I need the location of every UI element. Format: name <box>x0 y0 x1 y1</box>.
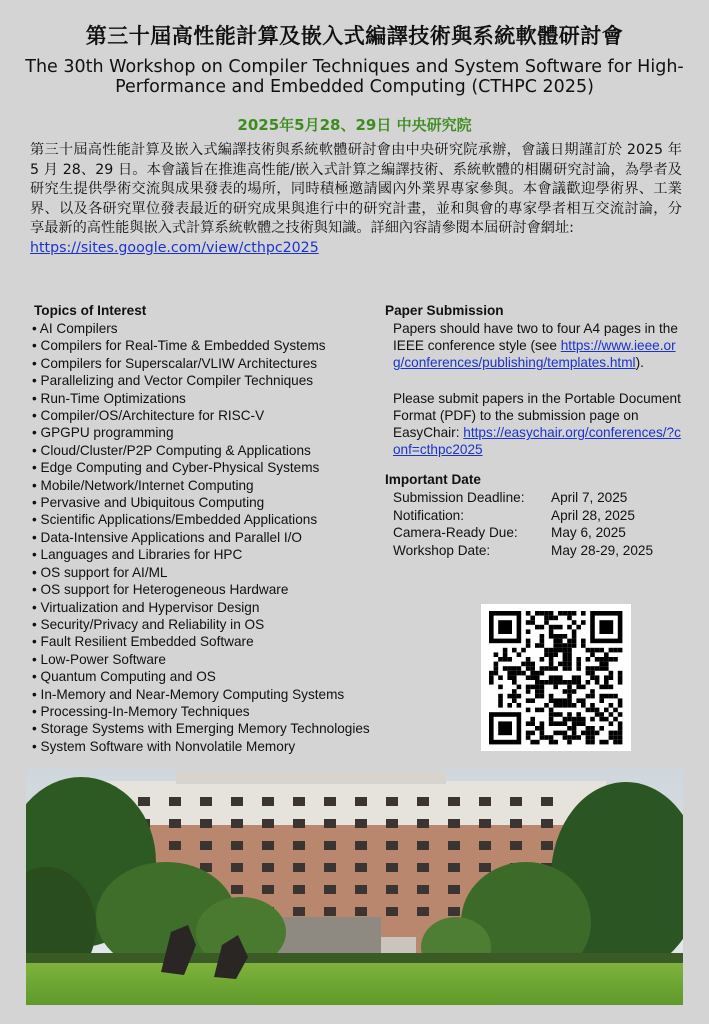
date-row <box>393 542 686 559</box>
topic-item: • AI Compilers <box>30 320 375 337</box>
topic-item: • Parallelizing and Vector Compiler Techniques <box>30 372 375 389</box>
qr-code[interactable] <box>481 604 631 751</box>
topic-item: • Processing-In-Memory Techniques <box>30 703 375 720</box>
building-photo <box>26 767 683 1005</box>
topic-item: • System Software with Nonvolatile Memory <box>30 738 375 755</box>
date-value: April 28, 2025 <box>551 507 635 523</box>
topic-item: • Cloud/Cluster/P2P Computing & Applications <box>30 442 375 459</box>
important-dates <box>393 489 686 559</box>
right-column <box>381 303 686 559</box>
topic-item: • Data-Intensive Applications and Parallel I/O <box>30 529 375 546</box>
submission-text-2: Please submit papers in the Portable Document Format (PDF) to the submission page on EasyChair: <box>393 390 681 441</box>
important-date-heading: Important Date <box>385 472 481 488</box>
topic-item: • GPGPU programming <box>30 424 375 441</box>
topic-item: • Compilers for Real-Time & Embedded Systems <box>30 337 375 354</box>
topic-item: • Compilers for Superscalar/VLIW Architectures <box>30 355 375 372</box>
date-label: Workshop Date: <box>393 542 491 558</box>
date-label: Submission Deadline: <box>393 490 525 506</box>
topic-item: • Low-Power Software <box>30 651 375 668</box>
date-value: May 28-29, 2025 <box>551 542 654 558</box>
topic-item: • Virtualization and Hypervisor Design <box>30 599 375 616</box>
topic-item: • Compiler/OS/Architecture for RISC-V <box>30 407 375 424</box>
submission-text-1: Papers should have two to four A4 pages in the IEEE conference style (see <box>393 321 678 354</box>
date-label: Notification: <box>393 507 465 523</box>
topic-item: • Scientific Applications/Embedded Applications <box>30 511 375 528</box>
topic-item: • Languages and Libraries for HPC <box>30 546 375 563</box>
topic-item: • In-Memory and Near-Memory Computing Systems <box>30 686 375 703</box>
title-zh: 第三十屆高性能計算及嵌入式編譯技術與系統軟體研討會 <box>85 24 624 48</box>
topic-item: • Edge Computing and Cyber-Physical Systems <box>30 459 375 476</box>
submission-text-1-end: ). <box>635 355 644 371</box>
topic-item: • Quantum Computing and OS <box>30 668 375 685</box>
date-label: Camera-Ready Due: <box>393 525 518 541</box>
date-row <box>393 489 686 506</box>
topic-item: • OS support for Heterogeneous Hardware <box>30 581 375 598</box>
intro-paragraph <box>30 141 682 259</box>
topics-section <box>30 303 375 755</box>
date-row <box>393 507 686 524</box>
qr-code-graphic <box>481 604 631 751</box>
topic-item: • OS support for AI/ML <box>30 564 375 581</box>
intro-text: 第三十屆高性能計算及嵌入式編譯技術與系統軟體研討會由中央研究院承辦，會議日期謹訂於 2025 年 5 月 28、29 日。本會議旨在推進高性能/嵌入式計算之編譯技術、系統軟體的相關研究討論，為學者及研究生提供學術交流與成果發表的場所，同時積極邀請國內外業界專家參與。本會議歡迎學術界、工業界、以及各研究單位發表最近的研究成果與進行中的研究計畫，並和與會的專家學者相互交流討論，分享最新的高性能與嵌入式計算系統軟體之技術與知識。詳細內容請參閱本屆研討會網址: <box>30 142 682 237</box>
date-row <box>393 524 686 541</box>
topic-item: • Run-Time Optimizations <box>30 390 375 407</box>
topic-item: • Storage Systems with Emerging Memory Technologies <box>30 720 375 737</box>
easychair-link[interactable]: https://easychair.org/conferences/?conf=cthpc2025 <box>393 425 681 458</box>
topic-item: • Pervasive and Ubiquitous Computing <box>30 494 375 511</box>
topics-heading: Topics of Interest <box>34 303 147 318</box>
topic-item: • Security/Privacy and Reliability in OS <box>30 616 375 633</box>
topic-item: • Fault Resilient Embedded Software <box>30 633 375 650</box>
date-value: May 6, 2025 <box>551 525 626 541</box>
topic-item: • Mobile/Network/Internet Computing <box>30 477 375 494</box>
submission-heading: Paper Submission <box>385 303 504 318</box>
topics-list <box>30 320 375 755</box>
submission-paragraph-2 <box>393 390 686 459</box>
title-en: The 30th Workshop on Compiler Techniques and System Software for High-Performance and Embedded Computing (CTHPC 2025) <box>25 57 684 97</box>
ieee-template-link[interactable]: https://www.ieee.org/conferences/publishing/templates.html <box>393 338 676 371</box>
workshop-url-link[interactable]: https://sites.google.com/view/cthpc2025 <box>30 239 319 256</box>
submission-paragraph-1 <box>393 320 686 372</box>
date-venue: 2025年5月28、29日 中央研究院 <box>237 116 472 134</box>
date-value: April 7, 2025 <box>551 490 628 506</box>
building-photo-graphic <box>26 767 683 1005</box>
